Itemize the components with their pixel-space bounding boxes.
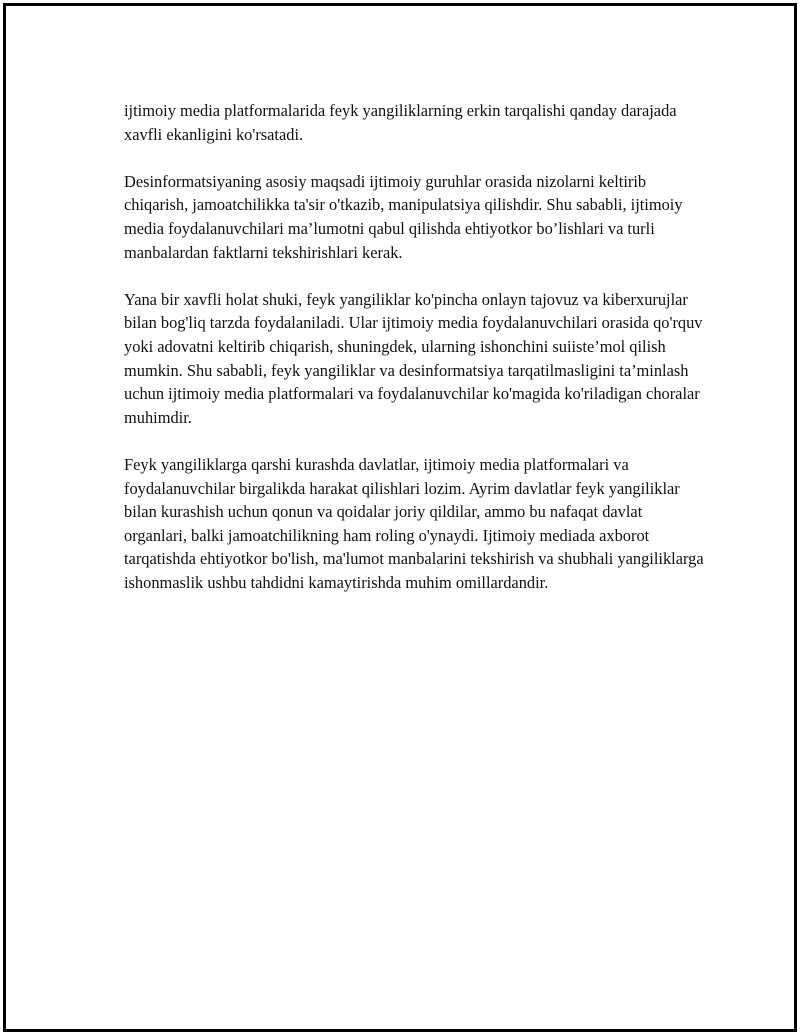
paragraph-2: Desinformatsiyaning asosiy maqsadi ijtimoiy guruhlar orasida nizolarni keltirib chiqarish, jamoatchilikka ta'sir o'tkazib, manipulatsiya qilishdir. Shu sababli, ijtimoiy media foydalanuvchilari ma’lumotni qabul qilishda ehtiyotkor bo’lishlari va turli manbalardan faktlarni tekshirishlari kerak. [124,171,683,262]
document-body [124,99,704,618]
paragraph-4: Feyk yangiliklarga qarshi kurashda davlatlar, ijtimoiy media platformalari va foydalanuvchilar birgalikda harakat qilishlari lozim. Ayrim davlatlar feyk yangiliklar bilan kurashish uchun qonun va qoidalar joriy qildilar, ammo bu nafaqat davlat organlari, balki jamoatchilikning ham roling o'ynaydi. Ijtimoiy mediada axborot tarqatishda ehtiyotkor bo'lish, ma'lumot manbalarini tekshirish va shubhali yangiliklarga ishonmaslik ushbu tahdidni kamaytirishda muhim omillardandir. [124,454,704,592]
paragraph-1: ijtimoiy media platformalarida feyk yangiliklarning erkin tarqalishi qanday darajada xavfli ekanligini ko'rsatadi. [124,101,677,144]
page-frame [3,3,797,1032]
paragraph-3: Yana bir xavfli holat shuki, feyk yangiliklar ko'pincha onlayn tajovuz va kiberxurujlar bilan bog'liq tarzda foydalaniladi. Ular ijtimoiy media foydalanuvchilari orasida qo'rquv yoki adovatni keltirib chiqarish, shuningdek, ularning ishonchini suiiste’mol qilish mumkin. Shu sababli, feyk yangiliklar va desinformatsiya tarqatilmasligini ta’minlash uchun ijtimoiy media platformalari va foydalanuvchilar ko'magida ko'riladigan choralar muhimdir. [124,289,703,427]
